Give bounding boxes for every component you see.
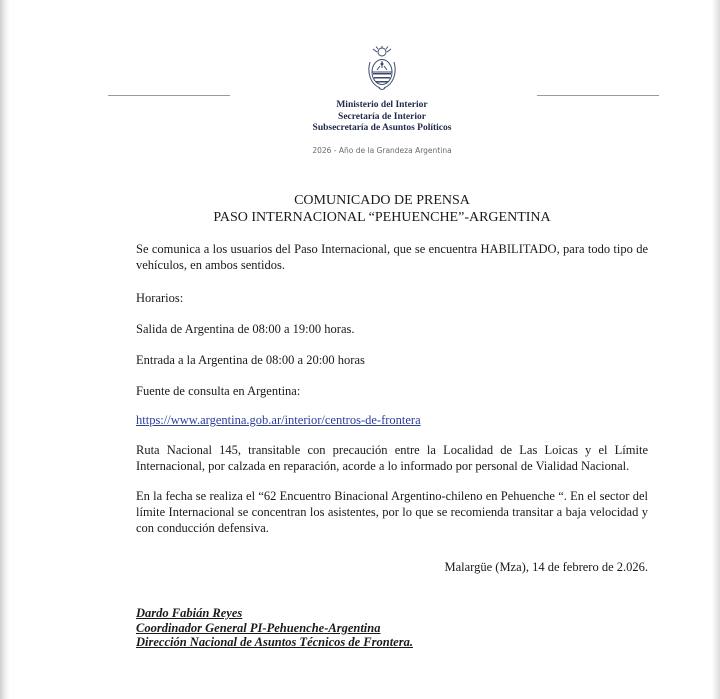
header-rule-right: [537, 95, 659, 96]
entry-hours: Entrada a la Argentina de 08:00 a 20:00 horas: [136, 353, 365, 367]
document-title: [180, 192, 584, 226]
route-info-paragraph: Ruta Nacional 145, transitable con precaución entre la Localidad de Las Loicas y el Límite Internacional, por calzada en reparación, acorde a lo informado por personal de Vialidad Nacional.: [136, 443, 648, 473]
title-line-1: COMUNICADO DE PRENSA: [294, 193, 470, 208]
date-line: Malargüe (Mza), 14 de febrero de 2.026.: [444, 560, 648, 574]
intro-paragraph: Se comunica a los usuarios del Paso Internacional, que se encuentra HABILITADO, para todo tipo de vehículos, en ambos sentidos.: [136, 242, 648, 272]
signer-role: Coordinador General PI-Pehuenche-Argentina: [136, 620, 381, 635]
signer-name: Dardo Fabián Reyes: [136, 606, 243, 620]
schedule-heading: Horarios:: [136, 291, 184, 305]
page-edge-shadow-left: [0, 0, 10, 699]
ministry-name: Ministerio del Interior: [336, 100, 428, 110]
source-link[interactable]: https://www.argentina.gob.ar/interior/centros-de-frontera: [136, 413, 421, 427]
signer-office: Dirección Nacional de Asuntos Técnicos de Frontera.: [136, 635, 413, 649]
coat-of-arms-icon: [366, 46, 398, 92]
signature-block: [136, 606, 536, 650]
subsecretariat-name: Subsecretaría de Asuntos Políticos: [312, 123, 452, 133]
event-info-paragraph: En la fecha se realiza el “62 Encuentro Binacional Argentino-chileno en Pehuenche “. En el sector del límite Internacional se concentran los asistentes, por lo que se recomienda transitar a baja velocidad y con conducción defensiva.: [136, 489, 648, 535]
year-motto: 2026 - Año de la Grandeza Argentina: [312, 146, 452, 155]
secretariat-name: Secretaría de Interior: [338, 111, 426, 122]
header-rule-left: [108, 95, 230, 96]
title-line-2: PASO INTERNACIONAL “PEHUENCHE”-ARGENTINA: [213, 210, 551, 225]
issuing-authority: [260, 100, 504, 135]
page-edge-shadow-right: [712, 0, 720, 699]
exit-hours: Salida de Argentina de 08:00 a 19:00 horas.: [136, 322, 355, 336]
source-label: Fuente de consulta en Argentina:: [136, 384, 301, 398]
document-body: [136, 241, 648, 536]
